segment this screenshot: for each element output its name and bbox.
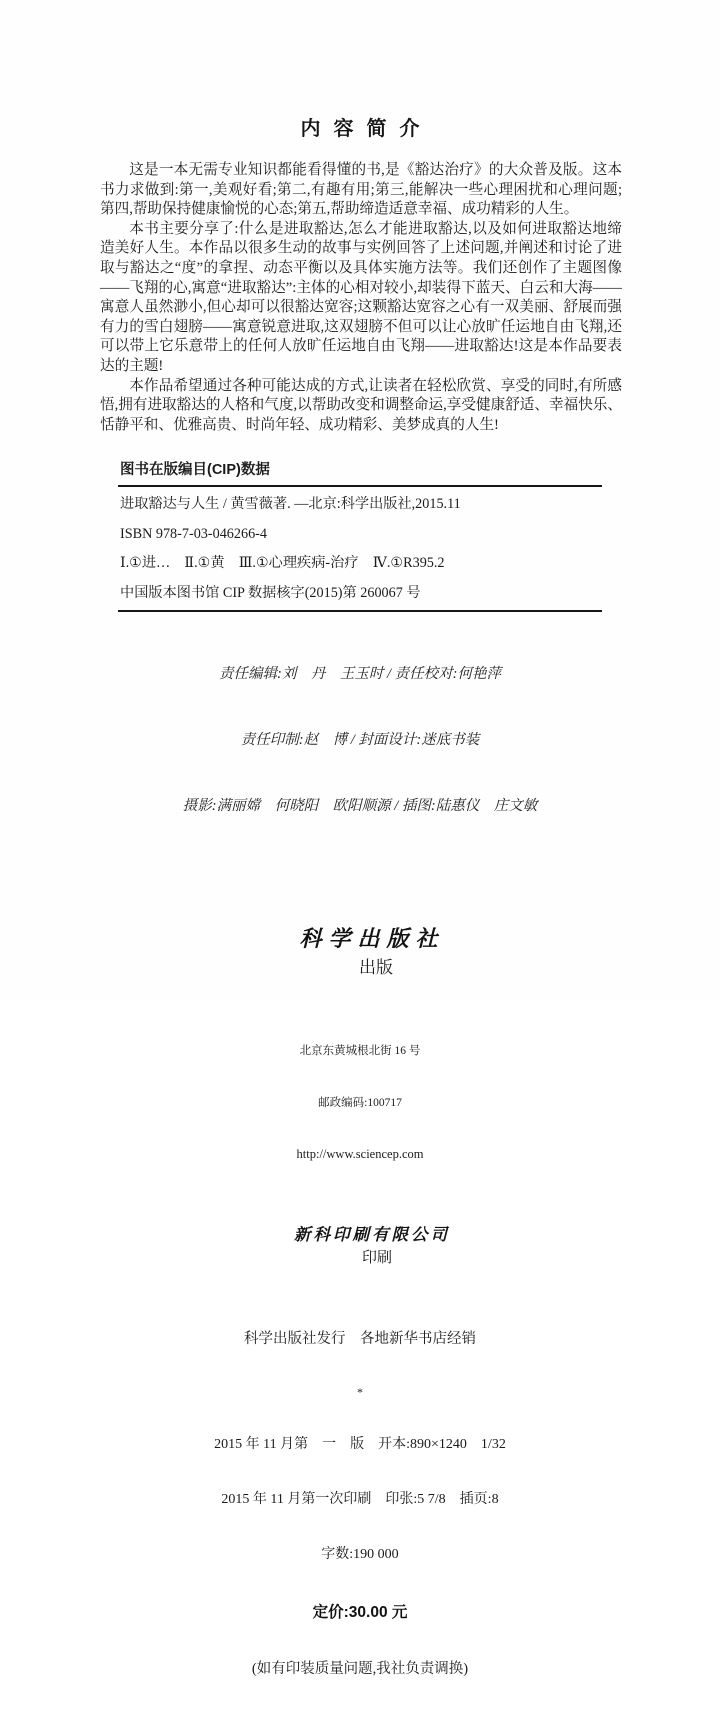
- printer-line: [0, 1202, 720, 1291]
- price-line: 定价:30.00 元: [312, 1604, 408, 1622]
- impression-line: 2015 年 11 月第一次印刷 印张:5 7/8 插页:8: [221, 1492, 499, 1508]
- printer-name-script: 新科印刷有限公司: [294, 1225, 450, 1245]
- word-count-line: 字数:190 000: [321, 1547, 399, 1563]
- cip-heading: 图书在版编目(CIP)数据: [120, 462, 270, 479]
- cip-lines: [118, 487, 602, 610]
- edition-line: 2015 年 11 月第 一 版 开本:890×1240 1/32: [214, 1437, 506, 1453]
- publisher-line: [0, 900, 720, 1008]
- credits-section: [0, 619, 720, 861]
- intro-paragraph-2: 本书主要分享了:什么是进取豁达,怎么才能进取豁达,以及如何进取豁达地缔造美好人生。本作品以很多生动的故事与实例回答了上述问题,并阐述和讨论了进取与豁达之“度”的拿捏、动态平衡以及具体实施方法等。我们还创作了主题图像——飞翔的心,寓意“进取豁达”:主体的心相对较小,却装得下蓝天、白云和大海——寓意人虽然渺小,但心却可以很豁达宽容;这颗豁达宽容之心有一双美丽、舒展而强有力的雪白翅膀——寓意锐意进取,这双翅膀不但可以让心放旷任运地自由飞翔,还可以带上它乐意带上的任何人放旷任运地自由飞翔——进取豁达!这是本作品要表达的主题!: [100, 220, 622, 374]
- credits-print-design-line: 责任印制:赵 博 / 封面设计:迷底书装: [240, 732, 480, 749]
- cip-classification-line: Ⅰ.①进… Ⅱ.①黄 Ⅲ.①心理疾病-治疗 Ⅳ.①R395.2: [120, 555, 445, 572]
- intro-section: [100, 161, 622, 435]
- cip-isbn-line: ISBN 978-7-03-046266-4: [120, 525, 267, 542]
- page-title: 内容简介: [300, 118, 433, 140]
- separator-star: *: [357, 1385, 363, 1400]
- distribution-line: 科学出版社发行 各地新华书店经销: [244, 1331, 476, 1348]
- cip-record-line: 中国版本图书馆 CIP 数据核字(2015)第 260067 号: [120, 584, 421, 601]
- cip-title-line: 进取豁达与人生 / 黄雪薇著. —北京:科学出版社,2015.11: [120, 496, 461, 513]
- cip-section: [118, 461, 602, 612]
- intro-paragraph-3: 本作品希望通过各种可能达成的方式,让读者在轻松欣赏、享受的同时,有所感悟,拥有进取豁达的人格和气度,以帮助改变和调整命运,享受健康舒适、幸福快乐、恬静平和、优雅高贵、时尚年轻、成功精彩、美梦成真的人生!: [100, 377, 622, 433]
- credits-editors-line: 责任编辑:刘 丹 王玉时 / 责任校对:何艳萍: [219, 666, 501, 683]
- printer-role-label: 印刷: [361, 1250, 392, 1267]
- publisher-website: http://www.sciencep.com: [296, 1147, 424, 1162]
- divider-line-bottom: [118, 610, 602, 612]
- publisher-address: 北京东黄城根北街 16 号: [299, 1045, 421, 1058]
- quality-note: (如有印装质量问题,我社负责调换): [251, 1661, 469, 1678]
- postal-code: 邮政编码:100717: [318, 1096, 402, 1109]
- credits-photo-illustration-line: 摄影:满丽嫦 何晓阳 欧阳顺源 / 插图:陆惠仪 庄文敏: [182, 798, 538, 815]
- colophon-section: [0, 861, 720, 1715]
- publisher-role-label: 出版: [359, 958, 393, 978]
- publisher-logo-script: 科学出版社: [299, 926, 445, 952]
- intro-paragraph-1: 这是一本无需专业知识都能看得懂的书,是《豁达治疗》的大众普及版。这本书力求做到:第一,美观好看;第二,有趣有用;第三,能解决一些心理困扰和心理问题;第四,帮助保持健康愉悦的心态;第五,帮助缔造适意幸福、成功精彩的人生。: [100, 162, 622, 218]
